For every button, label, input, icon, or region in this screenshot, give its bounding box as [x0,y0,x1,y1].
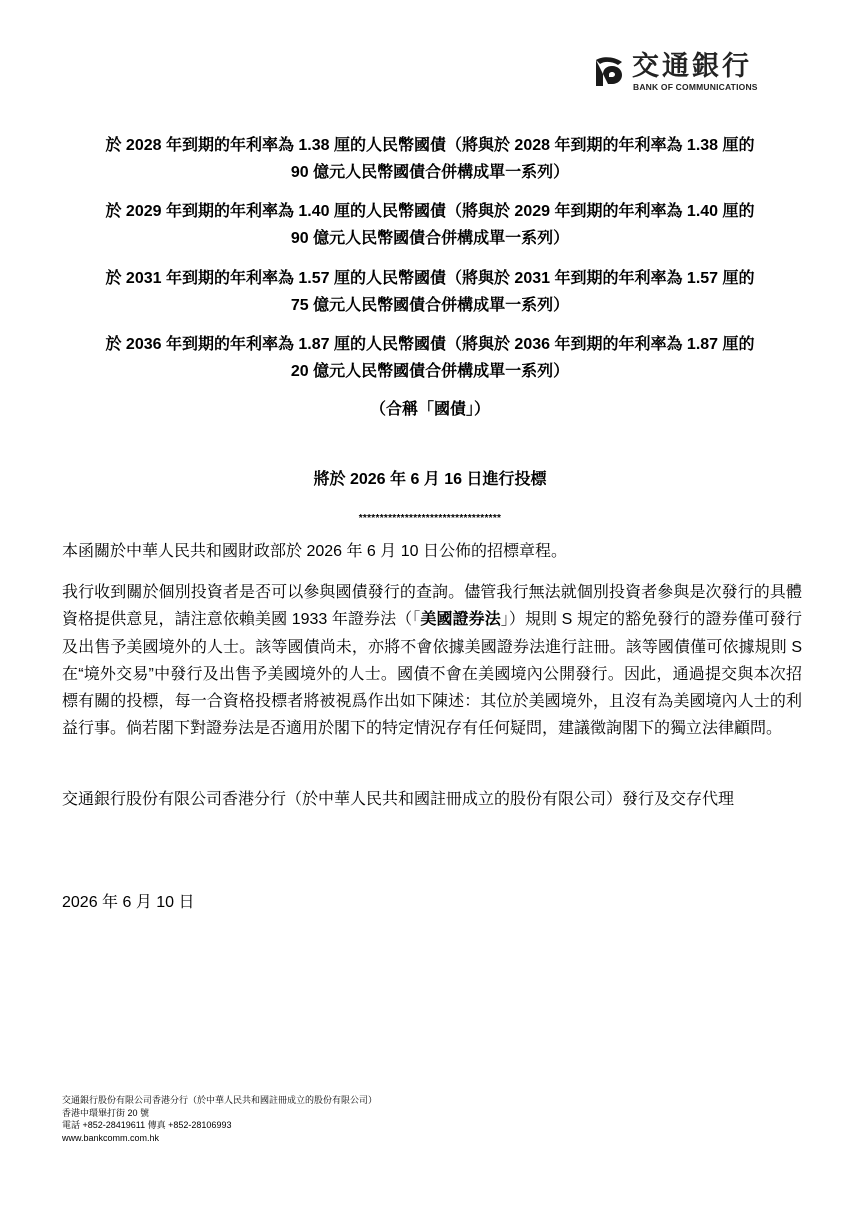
defined-term: 美國證券法 [420,611,501,629]
logo-name-cn: 交通銀行 [632,51,752,82]
footer-website: www.bankcomm.com.hk [62,1132,160,1143]
bond-title-line1: 於 2031 年到期的年利率為 1.57 厘的人民幣國債（將與於 2031 年到期的年利率為 1.57 厘的 [105,270,755,287]
separator: ********************************** [358,513,502,524]
bond-title-line2: 20 億元人民幣國債合併構成單一系列） [290,363,570,380]
bond-title-2036 [56,331,804,385]
signatory-paragraph: 交通銀行股份有限公司香港分行（於中華人民共和國註冊成立的股份有限公司）發行及交存代理 [62,791,735,808]
bond-title-line2: 90 億元人民幣國債合併構成單一系列） [290,164,570,181]
bond-title-line1: 於 2036 年到期的年利率為 1.87 厘的人民幣國債（將與於 2036 年到期的年利率為 1.87 厘的 [105,336,755,353]
bond-title-line2: 90 億元人民幣國債合併構成單一系列） [290,230,570,247]
bond-title-line2: 75 億元人民幣國債合併構成單一系列） [290,297,570,314]
bond-title-2029 [56,198,804,252]
bankcomm-logo-icon [592,54,628,90]
tender-heading: 將於 2026 年 6 月 16 日進行投標 [313,471,547,488]
bond-title-2031 [56,265,804,319]
footer-company: 交通銀行股份有限公司香港分行（於中華人民共和國註冊成立的股份有限公司） [62,1095,378,1105]
intro-paragraph: 本函關於中華人民共和國財政部於 2026 年 6 月 10 日公佈的招標章程。 [62,543,567,560]
logo-name-en: BANK OF COMMUNICATIONS [633,82,758,92]
collective-name: （合稱「國債」） [369,401,490,418]
bond-title-2028 [56,132,804,186]
bond-title-line1: 於 2028 年到期的年利率為 1.38 厘的人民幣國債（將與於 2028 年到期的年利率為 1.38 厘的 [105,137,755,154]
footer-address [62,1094,377,1144]
footer-address-line: 香港中環畢打街 20 號 [62,1107,150,1118]
bank-logo [592,52,802,94]
eligibility-text-post: 」）規則 S 規定的豁免發行的證券僅可發行及出售予美國境外的人士。該等國債尚未，亦將不會依據美國證券法進行註冊。該等國債僅可依據規則 S 在“境外交易”中發行及出售予美國境外的人士。國債不會在美國境內公開發行。因此，通過提交與本次招標有關的投標，每一合資格投標者將被視爲作出如下陳述：其位於美國境外，且沒有為美國境內人士的利益行事。倘若閣下對證券法是否適用於閣下的特定情況存有任何疑問，建議徵詢閣下的獨立法律顧問。 [62,611,802,738]
eligibility-paragraph [62,579,802,743]
footer-contact: 電話 +852-28419611 傳真 +852-28106993 [62,1120,232,1130]
letter-date: 2026 年 6 月 10 日 [62,894,195,911]
eligibility-text-pre: 我行收到關於個別投資者是否可以參與國債發行的查詢。儘管我行無法就個別投資者參與是次發行的具體資格提供意見，請注意依賴美國 1933 年證券法（「 [62,584,802,629]
bond-title-line1: 於 2029 年到期的年利率為 1.40 厘的人民幣國債（將與於 2029 年到期的年利率為 1.40 厘的 [105,203,755,220]
